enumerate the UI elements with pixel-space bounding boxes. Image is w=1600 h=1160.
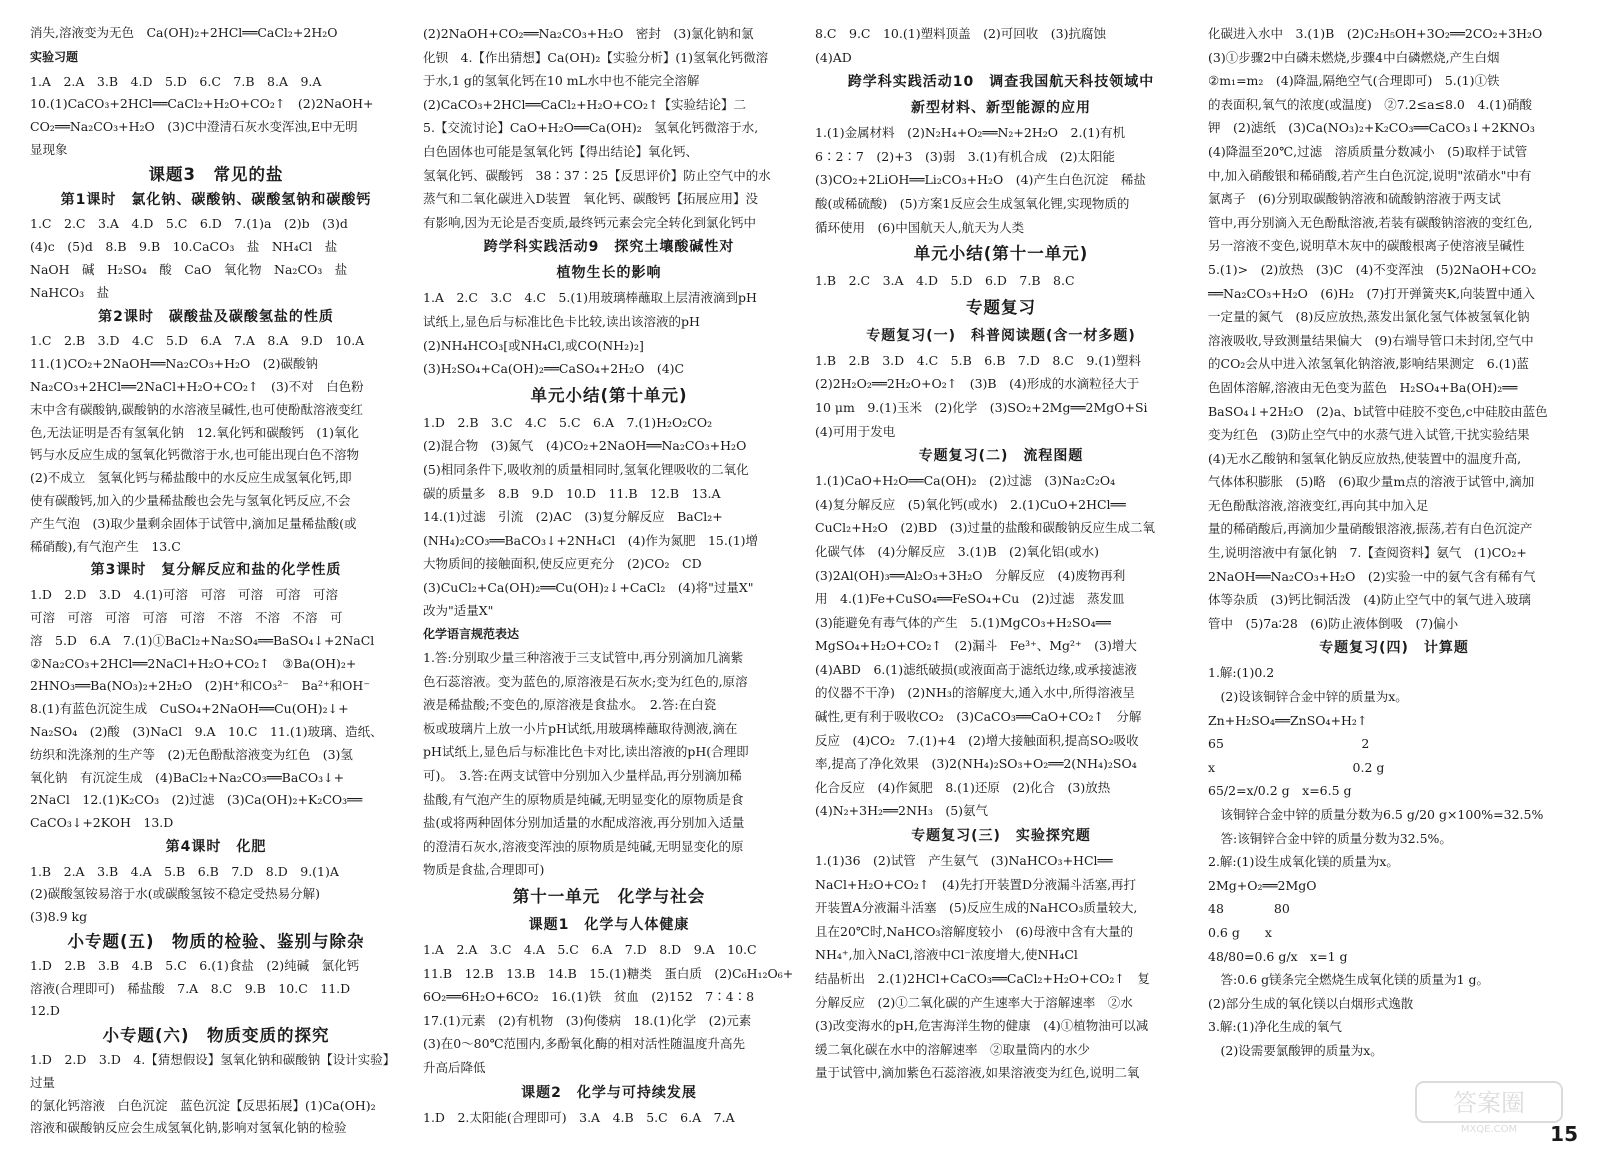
answer-line: 无色酚酞溶液,溶液变红,再向其中加入足 <box>1208 497 1429 513</box>
column-4 <box>1208 22 1580 1063</box>
answer-line: 1.(1)36 (2)试管 产生氨气 (3)NaHCO₃+HCl══ <box>815 853 1113 869</box>
answer-line: 6∶2∶7 (2)+3 (3)弱 3.(1)有机合成 (2)太阳能 <box>815 148 1116 164</box>
answer-line: (4)AD <box>815 49 852 65</box>
answer-line: 率,提高了净化效果 (3)2(NH₄)₂SO₃+O₂══2(NH₄)₂SO₄ <box>815 756 1137 772</box>
answer-line: 用 4.(1)Fe+CuSO₄══FeSO₄+Cu (2)过滤 蒸发皿 <box>815 591 1125 607</box>
answer-line: 盐(或将两种固体分别加适量的水配成溶液,再分别加入适量 <box>423 815 745 831</box>
answer-line: 的氯化钙溶液 白色沉淀 蓝色沉淀【反思拓展】(1)Ca(OH)₂ <box>30 1097 376 1113</box>
minor-heading: 实验习题 <box>30 49 79 64</box>
answer-line: 化碳进入水中 3.(1)B (2)C₂H₅OH+3O₂══2CO₂+3H₂O <box>1208 26 1543 41</box>
answer-line: 另一溶液不变色,说明草木灰中的碳酸根离子使溶液呈碱性 <box>1208 238 1525 254</box>
answer-line: (3)能避免有毒气体的产生 5.(1)MgCO₃+H₂SO₄══ <box>815 614 1111 630</box>
answer-line: 溶液(合理即可) 稀盐酸 7.A 8.C 9.B 10.C 11.D <box>30 980 351 996</box>
answer-line: 的仪器不干净) (2)NH₃的溶解度大,通入水中,所得溶液呈 <box>815 685 1135 701</box>
answer-line: 结晶析出 2.(1)2HCl+CaCO₃══CaCl₂+H₂O+CO₂↑ 复 <box>815 971 1150 986</box>
answer-line: (4)降温至20℃,过滤 溶质质量分数减小 (5)取样于试管 <box>1208 143 1528 159</box>
answer-line: Na₂SO₄ (2)酸 (3)NaCl 9.A 10.C 11.(1)玻璃、造纸、 <box>30 723 383 739</box>
answer-line: 答:该铜锌合金中锌的质量分数为32.5%。 <box>1208 830 1452 846</box>
answer-line: (2)混合物 (3)氮气 (4)CO₂+2NaOH══Na₂CO₃+H₂O <box>423 438 747 454</box>
answer-line: 循环使用 (6)中国航天人,航天为人类 <box>815 219 1025 235</box>
answer-line: (3)H₂SO₄+Ca(OH)₂══CaSO₄+2H₂O (4)C <box>423 361 685 377</box>
answer-line: 管中,再分别滴入无色酚酞溶液,若装有碳酸钠溶液的变红色, <box>1208 214 1533 230</box>
answer-line: 3.解:(1)净化生成的氧气 <box>1208 1019 1342 1035</box>
answer-line: (2)2NaOH+CO₂══Na₂CO₃+H₂O 密封 (3)氯化钠和氯 <box>423 26 754 41</box>
answer-line: 10 μm 9.(1)玉米 (2)化学 (3)SO₂+2Mg══2MgO+Si <box>815 399 1148 415</box>
answer-line: 氧化钠 有沉淀生成 (4)BaCl₂+Na₂CO₃══BaCO₃↓+ <box>30 769 345 785</box>
answer-line: 一定量的氮气 (8)反应放热,蒸发出氯化氢气体被氢氧化钠 <box>1208 309 1530 325</box>
answer-line: 末中含有碳酸钠,碳酸钠的水溶液呈碱性,也可使酚酞溶液变红 <box>30 401 363 417</box>
answer-line: (2)碳酸氢铵易溶于水(或碳酸氢铵不稳定受热易分解) <box>30 886 320 902</box>
answer-line: 化合反应 (4)作氮肥 8.(1)还原 (2)化合 (3)放热 <box>815 779 1111 795</box>
answer-line: 钾 (2)滤纸 (3)Ca(NO₃)₂+K₂CO₃══CaCO₃↓+2KNO₃ <box>1208 120 1535 136</box>
subsection-heading: 跨学科实践活动10 调查我国航天科技领域中 <box>847 74 1155 91</box>
subsection-heading: 专题复习(二) 流程图题 <box>918 448 1084 465</box>
answer-line: 显现象 <box>30 141 68 157</box>
section-heading: 单元小结(第十一单元) <box>913 244 1089 264</box>
answer-line: (3)①步骤2中白磷未燃烧,步骤4中白磷燃烧,产生白烟 <box>1208 49 1500 65</box>
answer-line: (3)CuCl₂+Ca(OH)₂══Cu(OH)₂↓+CaCl₂ (4)将"过量X" <box>423 579 754 595</box>
watermark-text: 答案圈 <box>1453 1089 1525 1117</box>
answer-line: 1.C 2.C 3.A 4.D 5.C 6.D 7.(1)a (2)b (3)d <box>30 216 348 232</box>
answer-line: 中,加入硝酸银和稀硝酸,若产生白色沉淀,说明"浓硝水"中有 <box>1208 167 1532 183</box>
subsection-heading: 植物生长的影响 <box>556 265 662 282</box>
answer-line: 1.(1)CaO+H₂O══Ca(OH)₂ (2)过滤 (3)Na₂C₂O₄ <box>815 473 1116 489</box>
answer-line: 1.解:(1)0.2 <box>1208 665 1275 681</box>
answer-line: (2)NH₄HCO₃[或NH₄Cl,或CO(NH₂)₂] <box>423 337 644 353</box>
answer-line: 1.A 2.C 3.C 4.C 5.(1)用玻璃棒蘸取上层清液滴到pH <box>423 290 757 306</box>
minor-heading: 化学语言规范表达 <box>423 627 520 642</box>
page-number: 15 <box>1550 1122 1578 1146</box>
answer-line: BaSO₄↓+2H₂O (2)a、b试管中硅胶不变色,c中硅胶由蓝色 <box>1208 403 1548 419</box>
answer-line: (NH₄)₂CO₃══BaCO₃↓+2NH₄Cl (4)作为氮肥 15.(1)增 <box>423 532 759 548</box>
answer-line: 该铜锌合金中锌的质量分数为6.5 g/20 g×100%=32.5% <box>1208 807 1544 822</box>
answer-line: ══Na₂CO₃+H₂O (6)H₂ (7)打开弹簧夹K,向装置中通入 <box>1208 285 1536 301</box>
answer-line: MgSO₄+H₂O+CO₂↑ (2)漏斗 Fe³⁺、Mg²⁺ (3)增大 <box>815 638 1137 654</box>
answer-line: 14.(1)过滤 引流 (2)AC (3)复分解反应 BaCl₂+ <box>423 509 723 525</box>
answer-line: 的澄清石灰水,溶液变浑浊的原物质是纯碱,无明显变化的原 <box>423 838 744 854</box>
answer-line: 1.B 2.A 3.B 4.A 5.B 6.B 7.D 8.D 9.(1)A <box>30 863 339 879</box>
answer-line: 1.B 2.B 3.D 4.C 5.B 6.B 7.D 8.C 9.(1)塑料 <box>815 352 1141 368</box>
answer-line: 体等杂质 (3)钙比铜活泼 (4)防止空气中的氧气进入玻璃 <box>1208 592 1531 608</box>
answer-line: 碳的质量多 8.B 9.D 10.D 11.B 12.B 13.A <box>423 485 721 501</box>
answer-line: (2)CaCO₃+2HCl══CaCl₂+H₂O+CO₂↑【实验结论】二 <box>423 96 746 112</box>
answer-line: 溶液吸收,导致测量结果偏大 (9)右端导管口未封闭,空气中 <box>1208 332 1534 348</box>
answer-line: (4)ABD 6.(1)滤纸破损(或液面高于滤纸边缘,或承接滤液 <box>815 661 1137 677</box>
answer-line: NH₄⁺,加入NaCl,溶液中Cl⁻浓度增大,使NH₄Cl <box>815 947 1078 963</box>
answer-line: 8.C 9.C 10.(1)塑料顶盖 (2)可回收 (3)抗腐蚀 <box>815 26 1106 41</box>
answer-line: NaHCO₃ 盐 <box>30 284 110 300</box>
answer-line: (3)改变海水的pH,危害海洋生物的健康 (4)①植物油可以减 <box>815 1018 1149 1034</box>
answer-line: (4)c (5)d 8.B 9.B 10.CaCO₃ 盐 NH₄Cl 盐 <box>30 239 338 255</box>
answer-line: 氯离子 (6)分别取碳酸钠溶液和硫酸钠溶液于两支试 <box>1208 191 1501 207</box>
answer-line: pH试纸上,显色后与标准比色卡对比,读出溶液的pH(合理即 <box>423 744 749 760</box>
answer-line: 反应 (4)CO₂ 7.(1)+4 (2)增大接触面积,提高SO₂吸收 <box>815 732 1139 748</box>
subsection-heading: 第3课时 复分解反应和盐的化学性质 <box>90 562 342 579</box>
section-heading: 小专题(六) 物质变质的探究 <box>102 1026 330 1046</box>
answer-line: 碱性,更有利于吸收CO₂ (3)CaCO₃══CaO+CO₂↑ 分解 <box>815 709 1142 725</box>
answer-line: (2)部分生成的氧化镁以白烟形式逸散 <box>1208 995 1414 1011</box>
answer-line: 纺织和洗涤剂的生产等 (2)无色酚酞溶液变为红色 (3)氢 <box>30 746 353 762</box>
answer-line: 溶液和碳酸钠反应会生成氢氧化钠,影响对氢氧化钠的检验 <box>30 1120 347 1136</box>
answer-line: 2NaOH══Na₂CO₃+H₂O (2)实验一中的氨气含有稀有气 <box>1208 568 1536 584</box>
answer-line: 产生气泡 (3)取少量剩余固体于试管中,滴加足量稀盐酸(或 <box>30 515 357 531</box>
answer-line: Zn+H₂SO₄══ZnSO₄+H₂↑ <box>1208 712 1368 728</box>
subsection-heading: 第1课时 氯化钠、碳酸钠、碳酸氢钠和碳酸钙 <box>60 191 372 208</box>
answer-line: (2)不成立 氢氧化钙与稀盐酸中的水反应生成氢氧化钙,即 <box>30 470 352 486</box>
answer-line: 6O₂══6H₂O+6CO₂ 16.(1)铁 贫血 (2)152 7∶4∶8 <box>423 989 755 1005</box>
answer-line: 可溶 可溶 可溶 可溶 可溶 不溶 不溶 不溶 可 <box>30 609 343 625</box>
answer-line: NaCl+H₂O+CO₂↑ (4)先打开装置D分液漏斗活塞,再打 <box>815 876 1137 892</box>
answer-line: 8.(1)有蓝色沉淀生成 CuSO₄+2NaOH══Cu(OH)₂↓+ <box>30 701 349 717</box>
answer-line: 0.6 g x <box>1208 924 1272 940</box>
watermark-url: MXQE.COM <box>1460 1124 1518 1134</box>
subsection-heading: 专题复习(一) 科普阅读题(含一材多题) <box>866 327 1136 344</box>
answer-line: 气体体积膨胀 (5)略 (6)取少量m点的溶液于试管中,滴加 <box>1208 474 1535 490</box>
answer-line: 1.D 2.B 3.B 4.B 5.C 6.(1)食盐 (2)纯碱 氯化钙 <box>30 957 360 973</box>
answer-line: (4)可用于发电 <box>815 423 896 439</box>
answer-line: 量的稀硝酸后,再滴加少量硝酸银溶液,振荡,若有白色沉淀产 <box>1208 521 1533 537</box>
subsection-heading: 专题复习(四) 计算题 <box>1319 640 1469 657</box>
section-heading: 专题复习 <box>966 297 1036 317</box>
answer-line: 2HNO₃══Ba(NO₃)₂+2H₂O (2)H⁺和CO₃²⁻ Ba²⁺和OH⁻ <box>30 678 370 694</box>
answer-line: 且在20℃时,NaHCO₃溶解度较小 (6)母液中含有大量的 <box>815 923 1134 939</box>
answer-line: 1.A 2.A 3.B 4.D 5.D 6.C 7.B 8.A 9.A <box>30 73 322 89</box>
answer-line: 有影响,因为无论是否变质,最终钙元素会完全转化到氯化钙中 <box>423 214 756 230</box>
answer-line: 稀硝酸),有气泡产生 13.C <box>30 538 181 554</box>
answer-line: 1.D 2.D 3.D 4.(1)可溶 可溶 可溶 可溶 可溶 <box>30 587 338 603</box>
answer-line: 酸(或稀硫酸) (5)方案1反应会生成氢氧化锂,实现物质的 <box>815 195 1130 211</box>
answer-line: 5.(1)> (2)放热 (3)C (4)不变浑浊 (5)2NaOH+CO₂ <box>1208 261 1537 277</box>
answer-line: 48/80=0.6 g/x x=1 g <box>1208 948 1348 964</box>
answer-line: 2.解:(1)设生成氧化镁的质量为x。 <box>1208 854 1399 870</box>
answer-line: 大物质间的接触面积,使反应更充分 (2)CO₂ CD <box>423 556 702 572</box>
section-heading: 第十一单元 化学与社会 <box>512 887 706 906</box>
answer-line: 色固体溶解,溶液由无色变为蓝色 H₂SO₄+Ba(OH)₂══ <box>1208 379 1518 395</box>
section-heading: 课题3 常见的盐 <box>148 164 284 184</box>
answer-line: 的CO₂会从中进入浓氢氧化钠溶液,影响结果测定 6.(1)蓝 <box>1208 356 1529 372</box>
answer-line: (3)CO₂+2LiOH══Li₂CO₃+H₂O (4)产生白色沉淀 稀盐 <box>815 172 1146 188</box>
answer-line: 1.D 2.太阳能(合理即可) 3.A 4.B 5.C 6.A 7.A <box>423 1109 735 1125</box>
column-3 <box>815 22 1187 1085</box>
subsection-heading: 课题2 化学与可持续发展 <box>521 1084 697 1101</box>
column-1 <box>30 22 402 1140</box>
answer-line: (2)2H₂O₂══2H₂O+O₂↑ (3)B (4)形成的水滴粒径大于 <box>815 376 1140 392</box>
answer-line: 开装置A分液漏斗活塞 (5)反应生成的NaHCO₃质量较大, <box>815 900 1138 916</box>
answer-line: 1.C 2.B 3.D 4.C 5.D 6.A 7.A 8.A 9.D 10.A <box>30 333 365 349</box>
answer-line: 色石蕊溶液。变为蓝色的,原溶液是石灰水;变为红色的,原溶 <box>423 673 748 689</box>
answer-line: 11.(1)CO₂+2NaOH══Na₂CO₃+H₂O (2)碳酸钠 <box>30 356 318 372</box>
answer-line: (5)相同条件下,吸收剂的质量相同时,氢氧化锂吸收的二氧化 <box>423 461 749 477</box>
answer-line: 答:0.6 g镁条完全燃烧生成氧化镁的质量为1 g。 <box>1208 972 1489 988</box>
answer-line: CuCl₂+H₂O (2)BD (3)过量的盐酸和碳酸钠反应生成二氧 <box>815 520 1155 536</box>
answer-line: 分解反应 (2)①二氧化碳的产生速率大于溶解速率 ②水 <box>815 994 1133 1010</box>
answer-line: (4)N₂+3H₂══2NH₃ (5)氨气 <box>815 803 989 819</box>
answer-line: 蒸气和二氧化碳进入D装置 氧化钙、碳酸钙【拓展应用】没 <box>423 191 759 207</box>
answer-line: CO₂══Na₂CO₃+H₂O (3)C中澄清石灰水变浑浊,E中无明 <box>30 119 358 135</box>
answer-line: 48 80 <box>1208 901 1290 917</box>
answer-line: 11.B 12.B 13.B 14.B 15.(1)糖类 蛋白质 (2)C₆H₁₂O₆+ <box>423 965 794 981</box>
answer-line: 17.(1)元素 (2)有机物 (3)佝偻病 18.(1)化学 (2)元素 <box>423 1012 752 1028</box>
answer-line: 1.A 2.A 3.C 4.A 5.C 6.A 7.D 8.D 9.A 10.C <box>423 942 757 957</box>
answer-line: 1.答:分别取少量三种溶液于三支试管中,再分别滴加几滴紫 <box>423 650 744 666</box>
answer-line: (3)在0～80℃范围内,多酚氧化酶的相对活性随温度升高先 <box>423 1036 746 1052</box>
answer-line: 变为红色 (3)防止空气中的水蒸气进入试管,干扰实验结果 <box>1208 427 1530 443</box>
answer-line: x 0.2 g <box>1208 759 1385 775</box>
answer-line: 盐酸,有气泡产生的原物质是纯碱,无明显变化的原物质是食 <box>423 791 744 807</box>
answer-line: 缓二氧化碳在水中的溶解速率 ②取量筒内的水少 <box>815 1041 1091 1057</box>
answer-line: ②Na₂CO₃+2HCl══2NaCl+H₂O+CO₂↑ ③Ba(OH)₂+ <box>30 655 357 671</box>
column-2 <box>423 22 795 1129</box>
answer-line: (3)2Al(OH)₃══Al₂O₃+3H₂O 分解反应 (4)废物再利 <box>815 567 1126 583</box>
answer-line: 2Mg+O₂══2MgO <box>1208 877 1317 893</box>
answer-line: 10.(1)CaCO₃+2HCl══CaCl₂+H₂O+CO₂↑ (2)2NaOH+ <box>30 96 374 112</box>
answer-line: 改为"适量X" <box>423 603 494 619</box>
answer-line: 升高后降低 <box>423 1059 486 1075</box>
answer-line: 溶 5.D 6.A 7.(1)①BaCl₂+Na₂SO₄══BaSO₄↓+2NaCl <box>30 632 375 648</box>
answer-line: 的表面积,氧气的浓度(或温度) ②7.2≤a≤8.0 4.(1)硝酸 <box>1208 96 1533 112</box>
answer-line: (4)复分解反应 (5)氧化钙(或水) 2.(1)CuO+2HCl══ <box>815 496 1126 512</box>
answer-line: Na₂CO₃+2HCl══2NaCl+H₂O+CO₂↑ (3)不对 白色粉 <box>30 378 364 394</box>
answer-line: 1.(1)金属材料 (2)N₂H₄+O₂══N₂+2H₂O 2.(1)有机 <box>815 125 1126 141</box>
answer-line: 使有碳酸钙,加入的少量稀盐酸也会先与氢氧化钙反应,不会 <box>30 492 351 508</box>
answer-line: (2)设需要氯酸钾的质量为x。 <box>1208 1042 1383 1058</box>
answer-line: 5.【交流讨论】CaO+H₂O══Ca(OH)₂ 氢氧化钙微溶于水, <box>423 120 759 136</box>
answer-line: (2)设该铜锌合金中锌的质量为x。 <box>1208 689 1408 705</box>
section-heading: 单元小结(第十单元) <box>530 385 688 405</box>
section-heading: 小专题(五) 物质的检验、鉴别与除杂 <box>67 932 365 952</box>
answer-line: CaCO₃↓+2KOH 13.D <box>30 815 174 831</box>
answer-line: 生,说明溶液中有氯化钠 7.【查阅资料】氨气 (1)CO₂+ <box>1208 545 1527 561</box>
answer-line: 量于试管中,滴加紫色石蕊溶液,如果溶液变为红色,说明二氧 <box>815 1065 1140 1081</box>
answer-line: 65/2=x/0.2 g x=6.5 g <box>1208 783 1352 799</box>
answer-line: 1.B 2.C 3.A 4.D 5.D 6.D 7.B 8.C <box>815 273 1075 289</box>
answer-line: 于水,1 g的氢氧化钙在10 mL水中也不能完全溶解 <box>423 73 700 89</box>
answer-line: NaOH 碱 H₂SO₄ 酸 CaO 氧化物 Na₂CO₃ 盐 <box>30 261 348 277</box>
answer-line: (4)无水乙酸钠和氢氧化钠反应放热,使装置中的温度升高, <box>1208 450 1522 466</box>
answer-line: 白色固体也可能是氢氧化钙【得出结论】氧化钙、 <box>423 143 699 159</box>
answer-line: 2NaCl 12.(1)K₂CO₃ (2)过滤 (3)Ca(OH)₂+K₂CO₃══ <box>30 792 363 808</box>
answer-line: ②m₁=m₂ (4)降温,隔绝空气(合理即可) 5.(1)①铁 <box>1208 73 1500 89</box>
answer-line: 1.D 2.D 3.D 4.【猜想假设】氢氧化钠和碳酸钠【设计实验】过量 <box>30 1052 396 1090</box>
answer-line: 消失,溶液变为无色 Ca(OH)₂+2HCl══CaCl₂+2H₂O <box>30 25 338 40</box>
answer-line: 1.D 2.B 3.C 4.C 5.C 6.A 7.(1)H₂O₂CO₂ <box>423 414 713 430</box>
subsection-heading: 跨学科实践活动9 探究土壤酸碱性对 <box>483 239 735 256</box>
answer-line: 可)。 3.答:在两支试管中分别加入少量样品,再分别滴加稀 <box>423 768 742 784</box>
answer-line: 试纸上,显色后与标准比色卡比较,读出该溶液的pH <box>423 313 700 329</box>
subsection-heading: 专题复习(三) 实验探究题 <box>911 828 1091 845</box>
answer-line: 液是稀盐酸;不变色的,原溶液是食盐水。 2.答:在白瓷 <box>423 697 717 713</box>
answer-line: 化碳气体 (4)分解反应 3.(1)B (2)氧化铝(或水) <box>815 543 1099 559</box>
answer-line: (3)8.9 kg <box>30 909 88 925</box>
answer-line: 色,无法证明是否有氢氧化钠 12.氧化钙和碳酸钙 (1)氧化 <box>30 424 360 440</box>
subsection-heading: 课题1 化学与人体健康 <box>528 917 690 933</box>
answer-line: 化钡 4.【作出猜想】Ca(OH)₂【实验分析】(1)氢氧化钙微溶 <box>423 49 769 65</box>
answer-line: 12.D <box>30 1003 60 1019</box>
subsection-heading: 第4课时 化肥 <box>165 838 267 855</box>
subsection-heading: 新型材料、新型能源的应用 <box>911 100 1091 117</box>
answer-line: 氢氧化钙、碳酸钙 38∶37∶25【反思评价】防止空气中的水 <box>423 167 771 183</box>
answer-line: 管中 (5)7a∶28 (6)防止液体倒吸 (7)偏小 <box>1208 615 1459 631</box>
answer-line: 物质是食盐,合理即可) <box>423 862 545 878</box>
answer-line: 65 2 <box>1208 736 1370 752</box>
answer-line: 板或玻璃片上放一小片pH试纸,用玻璃棒蘸取待测液,滴在 <box>423 720 738 736</box>
subsection-heading: 第2课时 碳酸盐及碳酸氢盐的性质 <box>98 308 334 325</box>
watermark-logo <box>1414 1078 1564 1134</box>
answer-line: 钙与水反应生成的氢氧化钙微溶于水,也可能出现白色不溶物 <box>30 447 359 463</box>
